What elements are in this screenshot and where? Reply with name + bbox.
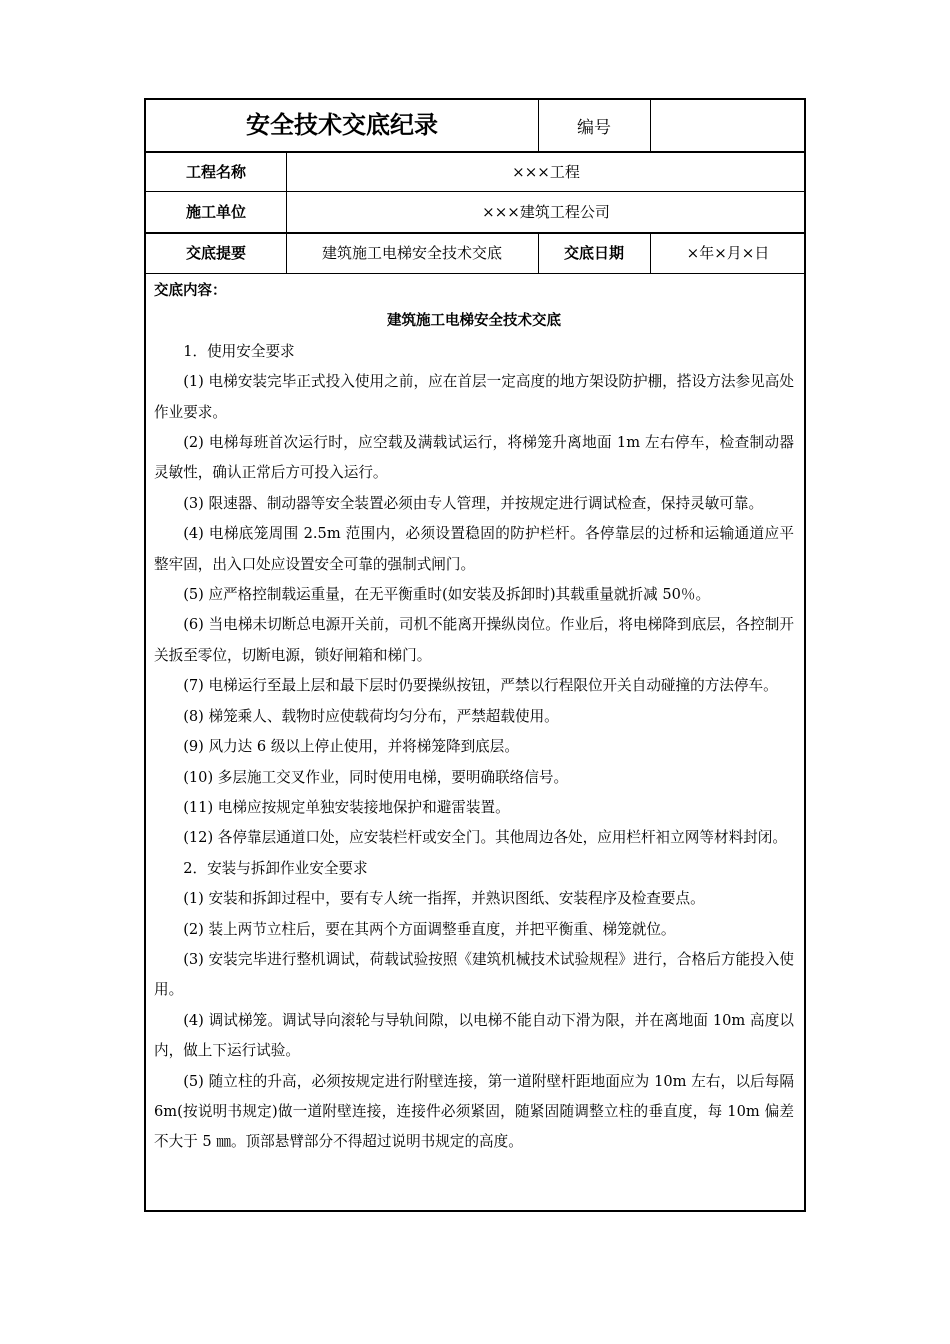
paragraph: (10) 多层施工交叉作业，同时使用电梯，要明确联络信号。 [183,768,569,786]
paragraph: (9) 风力达 6 级以上停止使用，并将梯笼降到底层。 [183,738,519,756]
safety-briefing-form [144,98,806,1212]
paragraph: (12) 各停靠层通道口处，应安装栏杆或安全门。其他周边各处，应用栏杆衵立网等材料封闭。 [183,829,787,847]
paragraph: (2) 装上两节立柱后，要在其两个方面调整垂直度，并把平衡重、梯笼就位。 [183,920,676,938]
paragraph: (11) 电梯应按规定单独安装接地保护和避雷装置。 [183,798,510,816]
section-heading: 2．安装与拆卸作业安全要求 [183,859,368,877]
paragraph: (2) 电梯每班首次运行时，应空载及满载试运行，将梯笼升离地面 1m 左右停车，检查制动器灵敏性，确认正常后方可投入运行。 [154,434,794,482]
paragraph: (8) 梯笼乘人、载物时应使载荷均匀分布，严禁超载使用。 [183,707,559,725]
project-name-label: 工程名称 [185,162,246,181]
briefing-date-value: ×年×月×日 [686,244,770,262]
briefing-content [154,276,794,1158]
paragraph: (6) 当电梯未切断总电源开关前，司机不能离开操纵岗位。作业后，将电梯降到底层，各控制开关扳至零位，切断电源，锁好闸箱和梯门。 [154,616,794,664]
briefing-summary-label: 交底提要 [185,244,246,262]
paragraph: (4) 电梯底笼周围 2.5m 范围内，必须设置稳固的防护栏杆。各停靠层的过桥和运输通道应平整牢固，出入口处应设置安全可靠的强制式闸门。 [154,525,794,573]
section-heading: 1．使用安全要求 [183,342,295,360]
number-value[interactable] [650,100,806,151]
form-title: 安全技术交底纪录 [246,111,438,139]
number-label: 编号 [577,118,611,138]
paragraph: (4) 调试梯笼。调试导向滚轮与导轨间隙，以电梯不能自动下滑为限，并在离地面 10m 高度以内，做上下运行试验。 [154,1011,794,1060]
paragraph: (1) 安装和拆卸过程中，要有专人统一指挥，并熟识图纸、安装程序及检查要点。 [183,890,705,908]
paragraph: (7) 电梯运行至最上层和最下层时仍要操纵按钮，严禁以行程限位开关自动碰撞的方法停车。 [183,677,778,695]
paragraph: (1) 电梯安装完毕正式投入使用之前，应在首层一定高度的地方架设防护棚，搭设方法参见高处作业要求。 [154,373,794,421]
content-title: 建筑施工电梯安全技术交底 [387,313,561,330]
row-divider [146,273,804,274]
construction-unit-label: 施工单位 [185,203,246,221]
project-name-value: ×××工程 [512,162,580,181]
content-label: 交底内容： [154,283,227,299]
paragraph: (3) 限速器、制动器等安全装置必须由专人管理，并按规定进行调试检查，保持灵敏可靠。 [183,494,764,512]
briefing-summary-value: 建筑施工电梯安全技术交底 [321,244,502,262]
paragraph: (5) 应严格控制载运重量，在无平衡重时(如安装及拆卸时)其载重量就折减 50％。 [183,586,711,604]
paragraph: (3) 安装完毕进行整机调试，荷载试验按照《建筑机械技术试验规程》进行，合格后方能投入使用。 [154,950,794,999]
paragraph: (5) 随立柱的升高，必须按规定进行附壁连接，第一道附壁杆距地面应为 10m 左右，以后每隔 6m(按说明书规定)做一道附壁连接，连接件必须紧固，随紧固随调整立柱的垂直度，每 10m 偏差不大于 5 ㎜。顶部悬臂部分不得超过说明书规定的高度。 [154,1072,794,1151]
construction-unit-value: ×××建筑工程公司 [482,203,610,221]
briefing-date-label: 交底日期 [563,244,624,262]
